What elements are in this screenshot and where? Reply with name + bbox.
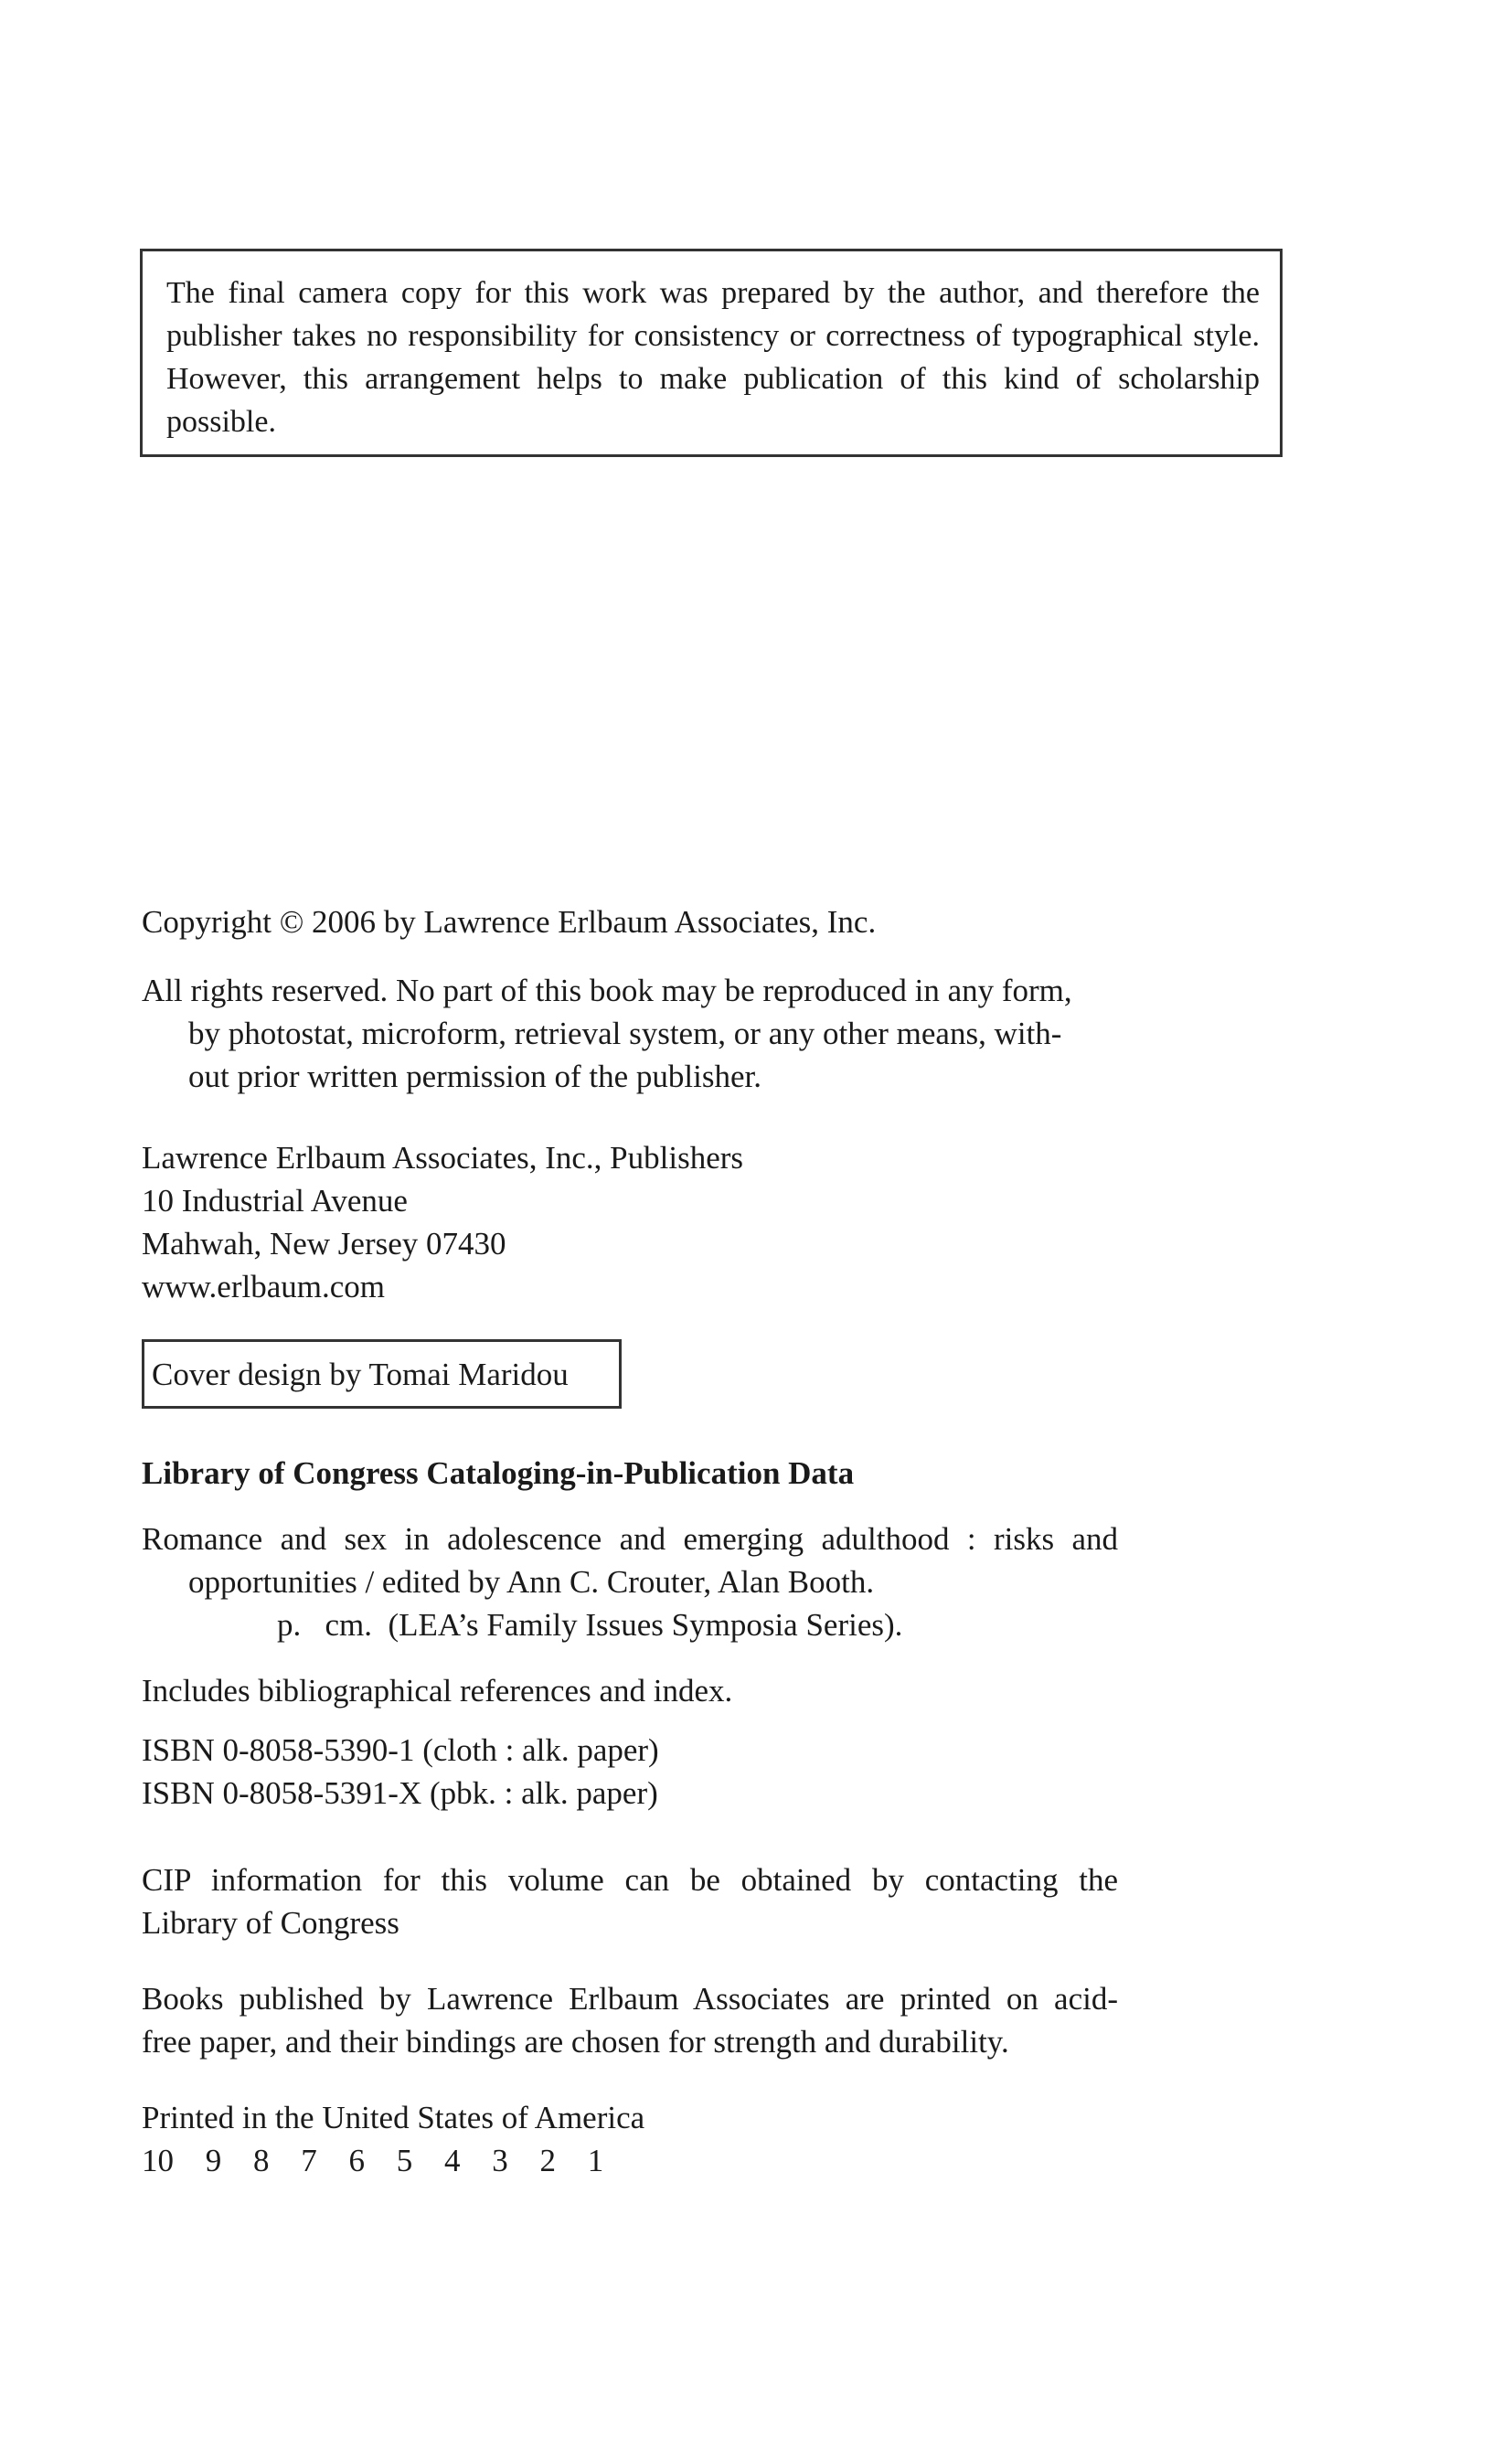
publisher-city: Mahwah, New Jersey 07430: [142, 1226, 506, 1262]
rights-statement: [142, 969, 1118, 1098]
cip-includes-block: [142, 1669, 1118, 1712]
cip-info-line-2: Library of Congress: [142, 1905, 399, 1941]
publisher-address: [142, 1136, 1118, 1308]
cip-info-block: [142, 1858, 1118, 1944]
printed-in-country: Printed in the United States of America: [142, 2100, 645, 2135]
cip-title-line-1: Romance and sex in adolescence and emerging adulthood : risks and: [142, 1521, 1118, 1557]
cip-series-line: p. cm. (LEA’s Family Issues Symposia Series).: [277, 1607, 903, 1643]
cip-heading: Library of Congress Cataloging-in-Publication Data: [142, 1455, 855, 1491]
paper-note-block: [142, 1977, 1118, 2063]
printing-number: 3: [492, 2143, 508, 2178]
rights-line-1: All rights reserved. No part of this book may be reproduced in any form,: [142, 973, 1072, 1008]
paper-note-line-2: free paper, and their bindings are chosen for strength and durability.: [142, 2024, 1009, 2060]
rights-line-2: by photostat, microform, retrieval system, or any other means, with-: [188, 1016, 1062, 1051]
cover-credit: Cover design by Tomai Maridou: [152, 1357, 569, 1392]
camera-copy-notice-box: [140, 249, 1283, 457]
publisher-name: Lawrence Erlbaum Associates, Inc., Publishers: [142, 1140, 744, 1176]
isbn-pbk: ISBN 0-8058-5391-X (pbk. : alk. paper): [142, 1775, 658, 1811]
printing-number: 2: [539, 2143, 556, 2178]
publisher-street: 10 Industrial Avenue: [142, 1183, 408, 1219]
printing-number: 4: [444, 2143, 461, 2178]
copyright-section: [142, 900, 1118, 943]
copyright-line: Copyright © 2006 by Lawrence Erlbaum Associates, Inc.: [142, 904, 877, 940]
cip-includes: Includes bibliographical references and index.: [142, 1673, 733, 1709]
printing-number: 5: [396, 2143, 413, 2178]
printing-numbers: [142, 2139, 1118, 2182]
cover-credit-box: [142, 1339, 622, 1409]
printing-number: 7: [301, 2143, 317, 2178]
printing-block: [142, 2096, 1118, 2182]
publisher-website: www.erlbaum.com: [142, 1269, 385, 1304]
printing-number: 6: [348, 2143, 365, 2178]
printing-number: 8: [253, 2143, 270, 2178]
isbn-block: [142, 1729, 1118, 1815]
isbn-cloth: ISBN 0-8058-5390-1 (cloth : alk. paper): [142, 1732, 659, 1768]
paper-note-line-1: Books published by Lawrence Erlbaum Associates are printed on acid-: [142, 1981, 1118, 2017]
printing-number: 10: [142, 2143, 174, 2178]
printing-number: 9: [205, 2143, 222, 2178]
camera-copy-notice-text: The final camera copy for this work was prepared by the author, and therefore the publisher takes no responsibility for consistency or correctness of typographical style. However, this arrangement helps to make publication of this kind of scholarship possible.: [166, 276, 1260, 439]
printing-number: 1: [587, 2143, 604, 2178]
cip-record: [142, 1517, 1118, 1646]
rights-line-3: out prior written permission of the publisher.: [188, 1059, 761, 1094]
cip-info-line-1: CIP information for this volume can be obtained by contacting the: [142, 1862, 1118, 1898]
cip-heading-block: [142, 1452, 1118, 1495]
cip-title-line-2: opportunities / edited by Ann C. Crouter, Alan Booth.: [188, 1564, 875, 1600]
